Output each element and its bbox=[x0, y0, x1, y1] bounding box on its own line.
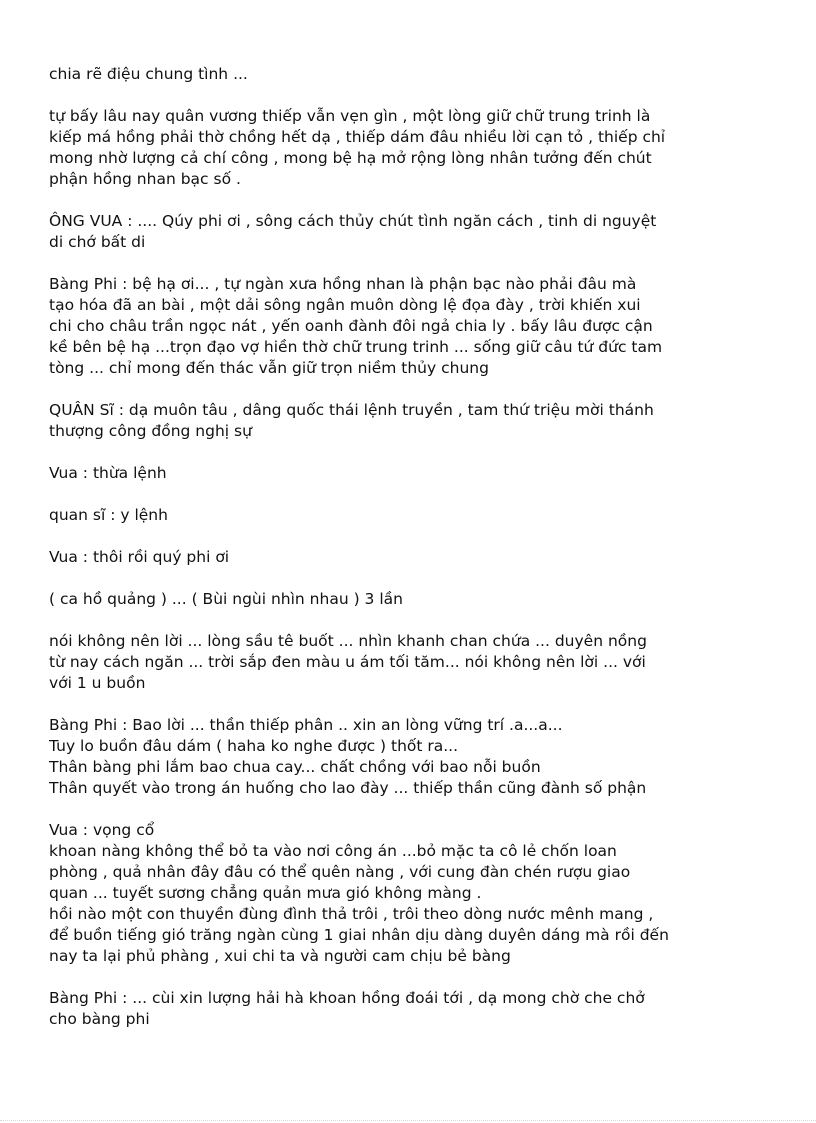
text-line: kề bên bệ hạ ...trọn đạo vợ hiền thờ chữ trung trinh ... sống giữ câu tứ đức tam bbox=[49, 338, 663, 356]
text-line: Bàng Phi : Bao lời ... thần thiếp phân .. xin an lòng vững trí .a...a... bbox=[49, 716, 563, 734]
text-line: Thân bàng phi lắm bao chua cay... chất chồng với bao nỗi buồn bbox=[49, 758, 541, 776]
paragraph bbox=[49, 631, 779, 694]
text-line: để buồn tiếng gió trăng ngàn cùng 1 giai nhân dịu dàng duyên dáng mà rồi đến bbox=[49, 926, 669, 944]
text-line: phận hồng nhan bạc số . bbox=[49, 170, 241, 188]
text-line: quan sĩ : y lệnh bbox=[49, 506, 168, 524]
text-line: khoan nàng không thể bỏ ta vào nơi công án ...bỏ mặc ta cô lẻ chốn loan bbox=[49, 842, 617, 860]
paragraph bbox=[49, 463, 779, 484]
text-line: từ nay cách ngăn ... trời sắp đen màu u ám tối tăm... nói không nên lời ... với bbox=[49, 653, 646, 671]
paragraph bbox=[49, 589, 779, 610]
text-line: Vua : thôi rồi quý phi ơi bbox=[49, 548, 230, 566]
text-line: mong nhờ lượng cả chí công , mong bệ hạ mở rộng lòng nhân tưởng đến chút bbox=[49, 149, 652, 167]
text-line: ( ca hồ quảng ) ... ( Bùi ngùi nhìn nhau ) 3 lần bbox=[49, 590, 403, 608]
document-body bbox=[49, 64, 779, 1051]
text-line: Tuy lo buồn đâu dám ( haha ko nghe được ) thốt ra... bbox=[49, 737, 459, 755]
paragraph bbox=[49, 715, 779, 799]
text-line: với 1 u buồn bbox=[49, 674, 146, 692]
page-bottom-divider bbox=[0, 1120, 816, 1121]
text-line: Thân quyết vào trong án huống cho lao đày ... thiếp thần cũng đành số phận bbox=[49, 779, 647, 797]
text-line: QUÂN Sĩ : dạ muôn tâu , dâng quốc thái lệnh truyền , tam thứ triệu mời thánh bbox=[49, 401, 654, 419]
paragraph bbox=[49, 274, 779, 379]
text-line: chia rẽ điệu chung tình ... bbox=[49, 65, 248, 83]
text-line: nay ta lại phủ phàng , xui chi ta và người cam chịu bẻ bàng bbox=[49, 947, 511, 965]
text-line: chi cho châu trần ngọc nát , yến oanh đành đôi ngả chia ly . bấy lâu được cận bbox=[49, 317, 653, 335]
text-line: cho bàng phi bbox=[49, 1010, 150, 1028]
paragraph bbox=[49, 211, 779, 253]
text-line: phòng , quả nhân đây đâu có thể quên nàng , với cung đàn chén rượu giao bbox=[49, 863, 631, 881]
text-line: tòng ... chỉ mong đến thác vẫn giữ trọn niềm thủy chung bbox=[49, 359, 489, 377]
text-line: quan ... tuyết sương chẳng quản mưa gió không màng . bbox=[49, 884, 482, 902]
paragraph bbox=[49, 106, 779, 190]
paragraph bbox=[49, 820, 779, 967]
text-line: ÔNG VUA : .... Qúy phi ơi , sông cách thủy chút tình ngăn cách , tinh di nguyệt bbox=[49, 212, 657, 230]
paragraph bbox=[49, 505, 779, 526]
text-line: nói không nên lời ... lòng sầu tê buốt ... nhìn khanh chan chứa ... duyên nồng bbox=[49, 632, 647, 650]
text-line: thượng công đồng nghị sự bbox=[49, 422, 252, 440]
paragraph bbox=[49, 64, 779, 85]
text-line: Vua : thừa lệnh bbox=[49, 464, 167, 482]
text-line: Bàng Phi : ... cùi xin lượng hải hà khoan hồng đoái tới , dạ mong chờ che chở bbox=[49, 989, 645, 1007]
text-line: tạo hóa đã an bài , một dải sông ngân muôn dòng lệ đọa đày , trời khiến xui bbox=[49, 296, 641, 314]
paragraph bbox=[49, 547, 779, 568]
text-line: tự bấy lâu nay quân vương thiếp vẫn vẹn gìn , một lòng giữ chữ trung trinh là bbox=[49, 107, 651, 125]
paragraph bbox=[49, 988, 779, 1030]
text-line: hồi nào một con thuyền đùng đình thả trôi , trôi theo dòng nước mênh mang , bbox=[49, 905, 654, 923]
text-line: Vua : vọng cổ bbox=[49, 821, 155, 839]
paragraph bbox=[49, 400, 779, 442]
text-line: di chớ bất di bbox=[49, 233, 146, 251]
text-line: Bàng Phi : bệ hạ ơi... , tự ngàn xưa hồng nhan là phận bạc nào phải đâu mà bbox=[49, 275, 637, 293]
text-line: kiếp má hồng phải thờ chồng hết dạ , thiếp dám đâu nhiều lời cạn tỏ , thiếp chỉ bbox=[49, 128, 666, 146]
